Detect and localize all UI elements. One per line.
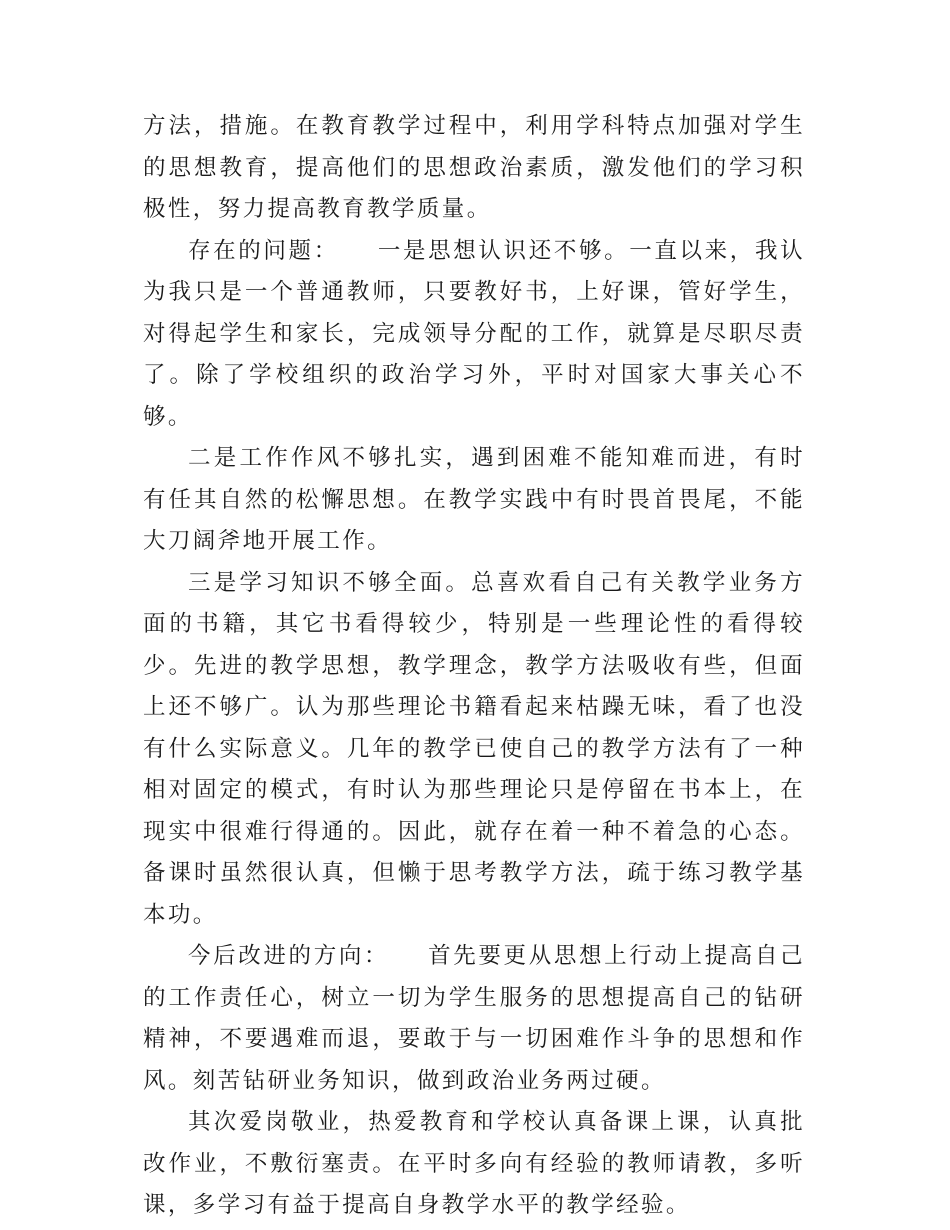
- paragraph-dedication: 其次爱岗敬业，热爱教育和学校认真备课上课，认真批改作业，不敷衍塞责。在平时多向有经验的教师请教，多听课，多学习有益于提高自身教学水平的教学经验。: [143, 1109, 805, 1218]
- paragraph-continuation: 方法，措施。在教育教学过程中，利用学科特点加强对学生的思想教育，提高他们的思想政治素质，激发他们的学习积极性，努力提高教育教学质量。: [143, 113, 805, 222]
- document-body: [143, 106, 805, 1227]
- paragraph-work-style: 二是工作作风不够扎实，遇到困难不能知难而进，有时有任其自然的松懈思想。在教学实践中有时畏首畏尾，不能大刀阔斧地开展工作。: [143, 445, 805, 554]
- paragraph-improvement-direction: 今后改进的方向： 首先要更从思想上行动上提高自己的工作责任心，树立一切为学生服务的思想提高自己的钻研精神，不要遇难而退，要敢于与一切困难作斗争的思想和作风。刻苦钻研业务知识，做到政治业务两过硬。: [143, 943, 805, 1094]
- paragraph-learning-knowledge: 三是学习知识不够全面。总喜欢看自己有关教学业务方面的书籍，其它书看得较少，特别是一些理论性的看得较少。先进的教学思想，教学理念，教学方法吸收有些，但面上还不够广。认为那些理论书籍看起来枯躁无味，看了也没有什么实际意义。几年的教学已使自己的教学方法有了一种相对固定的模式，有时认为那些理论只是停留在书本上，在现实中很难行得通的。因此，就存在着一种不着急的心态。备课时虽然很认真，但懒于思考教学方法，疏于练习教学基本功。: [143, 569, 805, 928]
- paragraph-existing-problems: 存在的问题： 一是思想认识还不够。一直以来，我认为我只是一个普通教师，只要教好书，上好课，管好学生，对得起学生和家长，完成领导分配的工作，就算是尽职尽责了。除了学校组织的政治学习外，平时对国家大事关心不够。: [143, 237, 805, 430]
